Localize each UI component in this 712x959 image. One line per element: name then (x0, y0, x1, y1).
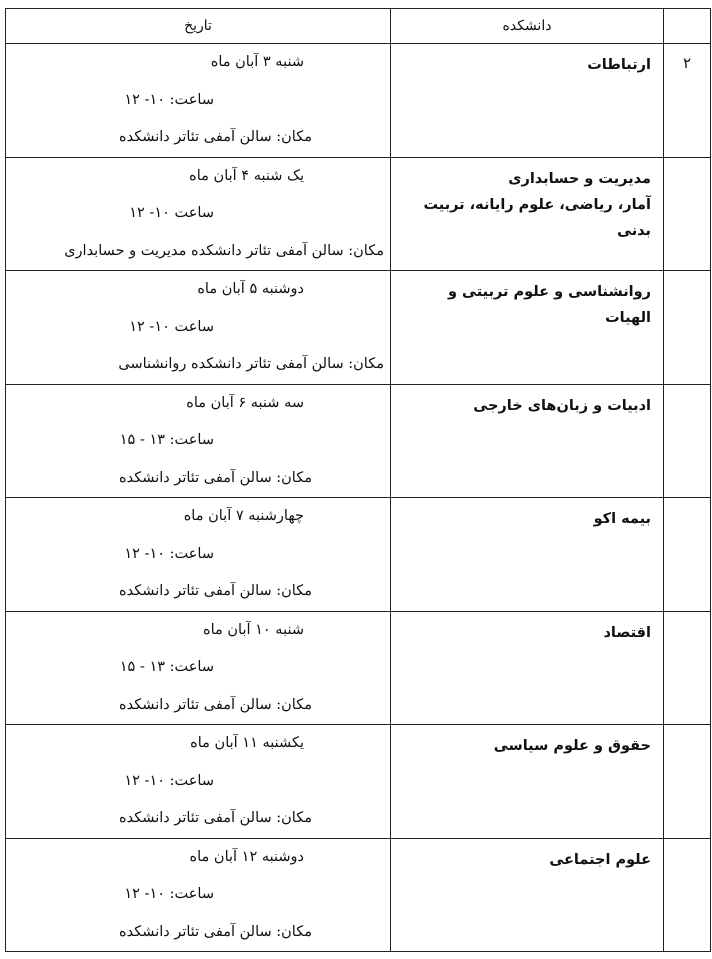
table-row (6, 611, 711, 725)
faculty-cell (391, 44, 664, 158)
row-number (664, 384, 711, 498)
date-time: ساعت ۱۰- ۱۲ (129, 318, 214, 335)
date-place: مکان: سالن آمفی تئاتر دانشکده (119, 129, 312, 145)
date-cell (6, 725, 391, 839)
date-cell (6, 384, 391, 498)
faculty-name: آمار، ریاضی، علوم رایانه، تربیت بدنی (423, 196, 651, 239)
date-day: چهارشنبه ۷ آبان ماه (183, 508, 304, 524)
row-number (664, 271, 711, 385)
date-place: مکان: سالن آمفی تئاتر دانشکده روانشناسی (118, 356, 384, 372)
table-header-row (6, 9, 711, 44)
table-row (6, 44, 711, 158)
faculty-cell (391, 157, 664, 271)
schedule-table (5, 8, 711, 952)
row-number (664, 157, 711, 271)
date-time: ساعت ۱۰- ۱۲ (129, 205, 214, 221)
date-place: مکان: سالن آمفی تئاتر دانشکده (119, 696, 312, 713)
faculty-name: ارتباطات (587, 57, 651, 73)
date-place: مکان: سالن آمفی تئاتر دانشکده (119, 923, 312, 940)
date-place: مکان: سالن آمفی تئاتر دانشکده مدیریت و حسابداری (64, 242, 384, 259)
date-day: یکشنبه ۱۱ آبان ماه (190, 735, 304, 751)
faculty-cell (391, 271, 664, 385)
date-time: ساعت: ۱۰- ۱۲ (124, 91, 214, 108)
date-cell (6, 157, 391, 271)
faculty-name: ادبیات و زبان‌های خارجی (473, 397, 651, 414)
date-cell (6, 498, 391, 612)
date-time: ساعت: ۱۰- ۱۲ (124, 545, 214, 562)
date-cell (6, 44, 391, 158)
faculty-name: علوم اجتماعی (549, 851, 651, 868)
table-row (6, 271, 711, 385)
date-time: ساعت: ۱۳ - ۱۵ (119, 432, 214, 448)
date-cell (6, 838, 391, 952)
faculty-name: اقتصاد (603, 624, 651, 641)
table-row (6, 384, 711, 498)
faculty-cell (391, 384, 664, 498)
faculty-cell (391, 498, 664, 612)
date-day: شنبه ۱۰ آبان ماه (202, 621, 304, 638)
date-day: سه شنبه ۶ آبان ماه (186, 394, 304, 411)
row-number: ۲ (664, 44, 711, 158)
date-day: یک شنبه ۴ آبان ماه (189, 167, 304, 184)
header-date: تاریخ (6, 9, 391, 44)
faculty-name: بیمه اکو (593, 511, 651, 527)
date-day: دوشنبه ۱۲ آبان ماه (189, 848, 304, 865)
header-number (664, 9, 711, 44)
row-number (664, 611, 711, 725)
date-day: دوشنبه ۵ آبان ماه (197, 281, 304, 297)
date-time: ساعت: ۱۰- ۱۲ (124, 886, 214, 902)
table-row (6, 157, 711, 271)
table-row (6, 725, 711, 839)
table-row (6, 498, 711, 612)
faculty-name: حقوق و علوم سیاسی (493, 738, 651, 754)
header-faculty: دانشکده (391, 9, 664, 44)
date-day: شنبه ۳ آبان ماه (210, 54, 304, 70)
date-time: ساعت: ۱۰- ۱۲ (124, 772, 214, 789)
faculty-cell (391, 838, 664, 952)
row-number (664, 838, 711, 952)
faculty-name: روانشناسی و علوم تربیتی و الهیات (448, 284, 651, 326)
faculty-cell (391, 611, 664, 725)
date-place: مکان: سالن آمفی تئاتر دانشکده (119, 469, 312, 486)
faculty-cell (391, 725, 664, 839)
date-cell (6, 611, 391, 725)
date-cell (6, 271, 391, 385)
faculty-name: مدیریت و حسابداری (508, 170, 651, 187)
date-place: مکان: سالن آمفی تئاتر دانشکده (119, 810, 312, 826)
table-row (6, 838, 711, 952)
date-place: مکان: سالن آمفی تئاتر دانشکده (119, 583, 312, 599)
row-number (664, 725, 711, 839)
row-number (664, 498, 711, 612)
date-time: ساعت: ۱۳ - ۱۵ (119, 659, 214, 675)
